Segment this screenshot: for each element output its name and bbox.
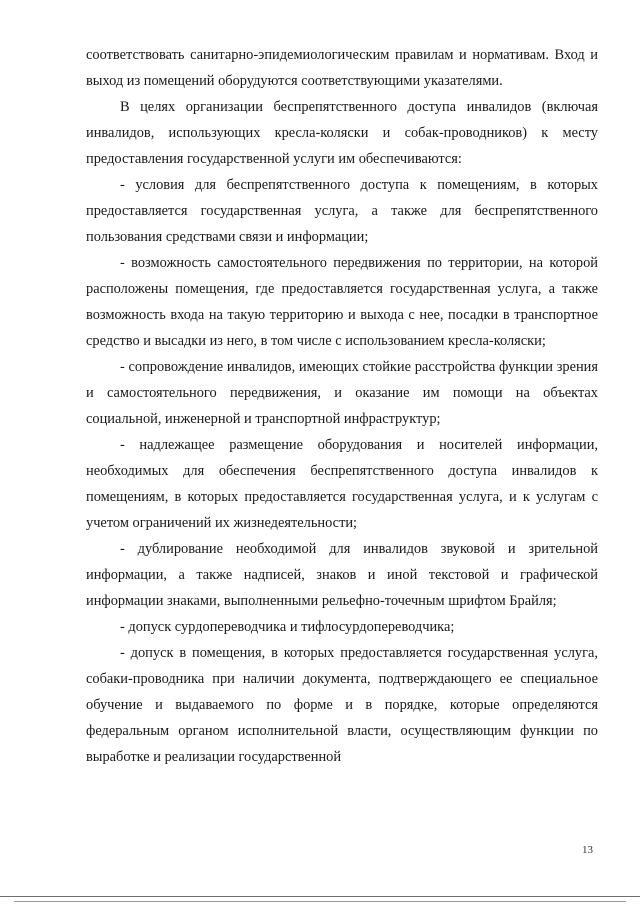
page-number: 13 <box>582 844 593 856</box>
list-item-movement: - возможность самостоятельного передвижения по территории, на которой расположены помещения, где предоставляется государственная услуга, а также возможность входа на такую территорию и выхода с нее, посадки в транспортное средство и высадки из него, в том числе с использованием кресла-коляски; <box>86 255 598 349</box>
body-text <box>86 42 598 770</box>
list-item-escort: - сопровождение инвалидов, имеющих стойкие расстройства функции зрения и самостоятельного передвижения, и оказание им помощи на объектах социальной, инженерной и транспортной инфраструктур; <box>86 359 598 427</box>
list-item-access-conditions: - условия для беспрепятственного доступа к помещениям, в которых предоставляется государственная услуга, а также для беспрепятственного пользования средствами связи и информации; <box>86 177 598 245</box>
list-item-equipment: - надлежащее размещение оборудования и носителей информации, необходимых для обеспечения беспрепятственного доступа инвалидов к помещениям, в которых предоставляется государственная услуга, и к услугам с учетом ограничений их жизнедеятельности; <box>86 437 598 531</box>
list-item-interpreter: - допуск сурдопереводчика и тифлосурдопереводчика; <box>120 619 455 635</box>
scan-edge-line <box>0 896 640 897</box>
paragraph-continuation: соответствовать санитарно-эпидемиологическим правилам и нормативам. Вход и выход из помещений оборудуются соответствующими указателями. <box>86 47 598 89</box>
paragraph-intro: В целях организации беспрепятственного доступа инвалидов (включая инвалидов, использующих кресла-коляски и собак-проводников) к месту предоставления государственной услуги им обеспечиваются: <box>86 99 598 167</box>
scan-edge-line-secondary <box>14 901 626 902</box>
list-item-guide-dog: - допуск в помещения, в которых предоставляется государственная услуга, собаки-проводника при наличии документа, подтверждающего ее специальное обучение и выдаваемого по форме и в порядке, которые определяются федеральным органом исполнительной власти, осуществляющим функции по выработке и реализации государственной <box>86 645 598 765</box>
list-item-duplication: - дублирование необходимой для инвалидов звуковой и зрительной информации, а также надписей, знаков и иной текстовой и графической информации знаками, выполненными рельефно-точечным шрифтом Брайля; <box>86 541 598 609</box>
